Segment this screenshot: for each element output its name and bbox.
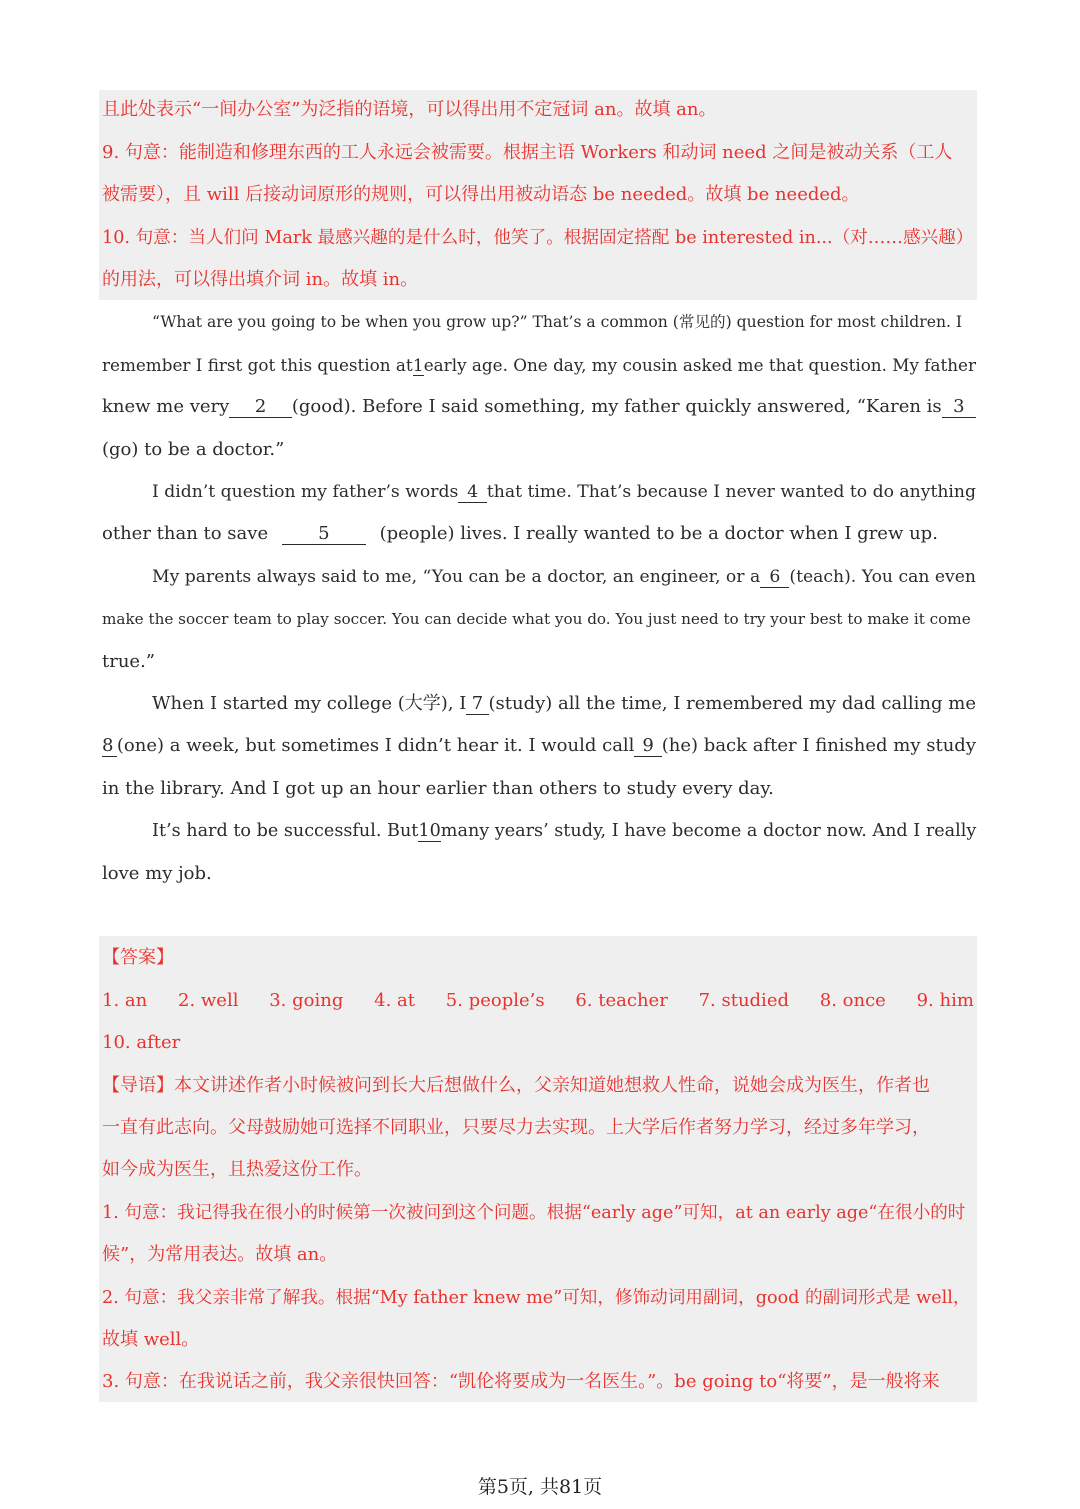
explanation-line: 10. 句意：当人们问 Mark 最感兴趣的是什么时，他笑了。根据固定搭配 be interested in...（对……感兴趣） <box>102 228 974 248</box>
passage-line: love my job. <box>102 863 212 884</box>
passage-text: other than to save <box>102 523 269 544</box>
answer-item: 4. at <box>374 990 416 1011</box>
explanation-line: 故填 well。 <box>102 1329 200 1350</box>
blank-3[interactable]: 3 <box>942 397 976 418</box>
passage-text: (one) a week, but sometimes I didn’t hear it. I would call <box>116 735 635 756</box>
answer-item: 10. after <box>102 1032 181 1053</box>
passage-text: that time. That’s because I never wanted to do anything <box>486 482 976 502</box>
explanation-line: 且此处表示“一间办公室”为泛指的语境，可以得出用不定冠词 an。故填 an。 <box>102 99 717 120</box>
passage-line: “What are you going to be when you grow up?” That’s a common (常见的) question for most children. I <box>152 313 963 331</box>
passage-line <box>152 480 976 504</box>
answer-item: 8. once <box>819 990 886 1011</box>
passage-text: early age. One day, my cousin asked me that question. My father <box>423 355 976 375</box>
passage-line <box>102 522 938 546</box>
passage-line <box>102 734 976 758</box>
passage-line <box>102 353 976 377</box>
blank-9[interactable]: 9 <box>634 736 661 757</box>
passage-text: I didn’t question my father’s words <box>152 482 459 502</box>
answer-box <box>99 936 977 1402</box>
passage-text: When I started my college (大学), I <box>152 693 467 714</box>
passage-line: true.” <box>102 651 156 672</box>
answer-list <box>102 989 974 1013</box>
answer-item: 6. teacher <box>575 990 668 1011</box>
passage-text: (study) all the time, I remembered my dad calling me <box>488 693 976 714</box>
passage-text: knew me very <box>102 396 230 417</box>
blank-4[interactable]: 4 <box>458 482 487 503</box>
answer-item: 5. people’s <box>445 990 545 1011</box>
answer-item: 7. studied <box>698 990 789 1011</box>
explanation-line: 被需要），且 will 后接动词原形的规则，可以得出用被动语态 be needed。故填 be needed。 <box>102 184 860 205</box>
explanation-line: 的用法，可以得出填介词 in。故填 in。 <box>102 269 419 290</box>
passage-line: make the soccer team to play soccer. You can decide what you do. You just need to try your best to make it come <box>102 610 971 628</box>
passage-line: (go) to be a doctor.” <box>102 439 285 460</box>
explanation-line: 3. 句意：在我说话之前，我父亲很快回答：“凯伦将要成为一名医生。”。be going to“将要”，是一般将来 <box>102 1371 940 1392</box>
passage-text: (people) lives. I really wanted to be a doctor when I grew up. <box>379 523 938 544</box>
blank-2[interactable]: 2 <box>229 397 292 418</box>
blank-5[interactable]: 5 <box>282 524 366 545</box>
intro-line: 一直有此志向。父母鼓励她可选择不同职业，只要尽力去实现。上大学后作者努力学习，经过多年学习， <box>102 1117 930 1138</box>
passage-text: (teach). You can even <box>789 567 976 587</box>
passage-line <box>102 395 976 419</box>
explanation-line: 2. 句意：我父亲非常了解我。根据“My father knew me”可知，修饰动词用副词，good 的副词形式是 well， <box>102 1288 971 1308</box>
blank-10[interactable]: 10 <box>418 821 441 841</box>
intro-line: 如今成为医生，且热爱这份工作。 <box>102 1159 372 1180</box>
explanation-line: 9. 句意：能制造和修理东西的工人永远会被需要。根据主语 Workers 和动词 need 之间是被动关系（工人 <box>102 142 953 163</box>
passage-text: It’s hard to be successful. But <box>152 821 419 841</box>
passage-text: (he) back after I finished my study <box>661 735 976 756</box>
passage-text: (good). Before I said something, my father quickly answered, “Karen is <box>291 396 942 417</box>
intro-line: 【导语】本文讲述作者小时候被问到长大后想做什么，父亲知道她想救人性命，说她会成为医生，作者也 <box>102 1075 930 1096</box>
blank-1[interactable]: 1 <box>412 355 424 375</box>
answer-item: 9. him <box>916 990 974 1011</box>
passage-line: in the library. And I got up an hour earlier than others to study every day. <box>102 778 774 799</box>
passage-text: remember I first got this question at <box>102 355 413 375</box>
answer-item: 1. an <box>102 990 148 1011</box>
answer-item: 2. well <box>178 990 239 1011</box>
page-number: 第5页, 共81页 <box>477 1476 603 1498</box>
blank-6[interactable]: 6 <box>760 567 789 588</box>
blank-7[interactable]: 7 <box>466 694 488 715</box>
passage-line <box>152 692 976 716</box>
passage-text: My parents always said to me, “You can be a doctor, an engineer, or a <box>152 567 761 587</box>
answer-item: 3. going <box>269 990 344 1011</box>
explanation-line: 1. 句意：我记得我在很小的时候第一次被问到这个问题。根据“early age”可知，at an early age“在很小的时 <box>102 1203 966 1223</box>
passage-line <box>152 819 976 843</box>
blank-8[interactable]: 8 <box>102 736 117 757</box>
explanation-line: 候”，为常用表达。故填 an。 <box>102 1244 338 1265</box>
passage-text: many years’ study, I have become a doctor now. And I really <box>440 821 977 841</box>
answer-heading: 【答案】 <box>102 947 174 968</box>
passage-line <box>152 565 976 589</box>
